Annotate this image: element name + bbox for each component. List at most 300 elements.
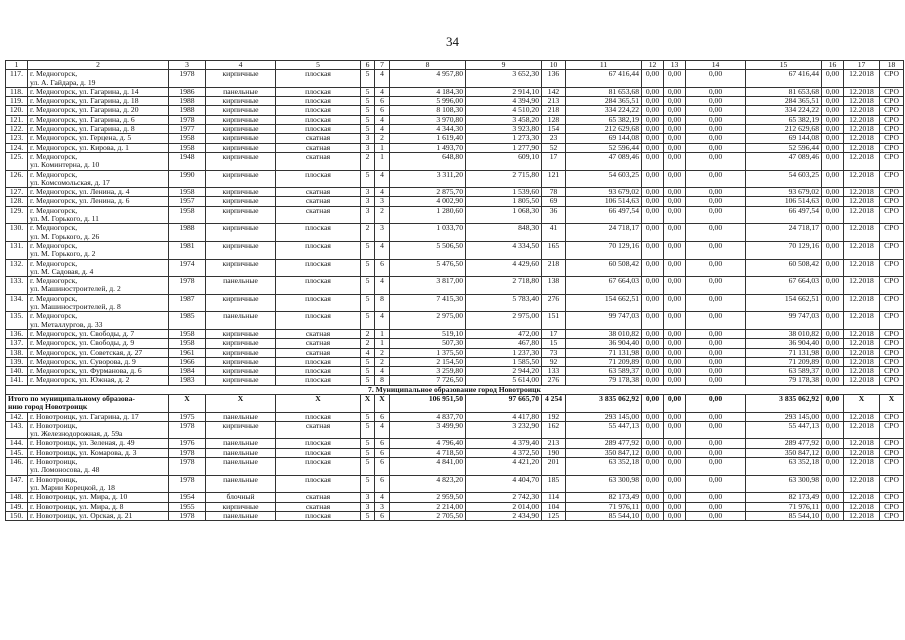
address-cell: г. Новотроицк, ул. Мира, д. 8 bbox=[28, 502, 169, 511]
table-row bbox=[6, 502, 904, 511]
table-cell: 0,00 bbox=[686, 277, 746, 295]
table-cell: 78 bbox=[542, 188, 566, 197]
table-cell: скатная bbox=[276, 502, 361, 511]
table-cell: 71 209,89 bbox=[566, 357, 642, 366]
table-cell: 55 447,13 bbox=[566, 421, 642, 439]
table-cell: 293 145,00 bbox=[566, 412, 642, 421]
table-cell: СРО bbox=[880, 87, 904, 96]
table-cell: 0,00 bbox=[664, 339, 686, 348]
table-cell: СРО bbox=[880, 357, 904, 366]
table-cell: 162 bbox=[542, 421, 566, 439]
table-cell: 136 bbox=[542, 70, 566, 88]
total-cell: X bbox=[880, 394, 904, 412]
table-cell: 5 bbox=[361, 125, 375, 134]
table-cell: 1 619,40 bbox=[390, 134, 466, 143]
table-cell: 138 bbox=[542, 277, 566, 295]
address-cell: г. Медногорск, ул. Ленина, д. 4 bbox=[28, 188, 169, 197]
table-cell: 0,00 bbox=[822, 224, 844, 242]
table-cell: 0,00 bbox=[664, 224, 686, 242]
table-cell: 0,00 bbox=[686, 421, 746, 439]
table-cell: 36 bbox=[542, 206, 566, 224]
table-cell: 0,00 bbox=[686, 458, 746, 476]
address-cell: г. Медногорск, ул. Суворова, д. 9 bbox=[28, 357, 169, 366]
table-cell: 1981 bbox=[169, 241, 206, 259]
table-cell: 23 bbox=[542, 134, 566, 143]
table-row bbox=[6, 511, 904, 520]
table-cell: 0,00 bbox=[822, 294, 844, 312]
table-cell: 6 bbox=[375, 106, 390, 115]
table-cell: кирпичные bbox=[206, 106, 276, 115]
table-cell: 0,00 bbox=[664, 493, 686, 502]
table-cell: 71 131,98 bbox=[566, 348, 642, 357]
table-cell: 67 416,44 bbox=[746, 70, 822, 88]
table-cell: 0,00 bbox=[642, 376, 664, 385]
row-number: 147. bbox=[6, 475, 28, 493]
row-number: 135. bbox=[6, 312, 28, 330]
table-cell: 81 653,68 bbox=[746, 87, 822, 96]
table-cell: 2 715,80 bbox=[466, 170, 542, 188]
table-cell: 0,00 bbox=[822, 241, 844, 259]
table-cell: 5 614,00 bbox=[466, 376, 542, 385]
table-cell: 1 805,50 bbox=[466, 197, 542, 206]
table-row bbox=[6, 339, 904, 348]
table-cell: 63 300,98 bbox=[566, 475, 642, 493]
table-cell: 52 596,44 bbox=[746, 143, 822, 152]
table-cell: 201 bbox=[542, 458, 566, 476]
table-cell: 0,00 bbox=[642, 125, 664, 134]
table-cell: 289 477,92 bbox=[746, 439, 822, 448]
table-cell: 67 664,03 bbox=[566, 277, 642, 295]
table-cell: панельные bbox=[206, 412, 276, 421]
table-cell: 38 010,82 bbox=[566, 329, 642, 338]
table-row bbox=[6, 421, 904, 439]
table-cell: 3 bbox=[375, 224, 390, 242]
table-cell: 4 bbox=[375, 115, 390, 124]
address-cell: г. Медногорск, ул. Кирова, д. 1 bbox=[28, 143, 169, 152]
table-cell: 0,00 bbox=[664, 106, 686, 115]
table-cell: 63 589,37 bbox=[746, 367, 822, 376]
table-cell: 3 bbox=[361, 197, 375, 206]
table-cell: 2 154,50 bbox=[390, 357, 466, 366]
table-cell: 6 bbox=[375, 475, 390, 493]
table-cell: 5 bbox=[361, 259, 375, 277]
table-cell: плоская bbox=[276, 277, 361, 295]
housing-table bbox=[5, 60, 904, 521]
row-number: 118. bbox=[6, 87, 28, 96]
table-cell: 4 bbox=[375, 188, 390, 197]
table-cell: 54 603,25 bbox=[746, 170, 822, 188]
table-cell: 0,00 bbox=[686, 448, 746, 457]
table-cell: 1958 bbox=[169, 188, 206, 197]
table-cell: 0,00 bbox=[664, 188, 686, 197]
table-cell: СРО bbox=[880, 143, 904, 152]
table-cell: 0,00 bbox=[664, 197, 686, 206]
table-cell: 71 976,11 bbox=[746, 502, 822, 511]
table-cell: 0,00 bbox=[822, 106, 844, 115]
table-cell: 0,00 bbox=[822, 448, 844, 457]
table-cell: кирпичные bbox=[206, 224, 276, 242]
table-cell: 0,00 bbox=[822, 197, 844, 206]
address-cell: г. Медногорск, ул. М. Горького, д. 2 bbox=[28, 241, 169, 259]
table-cell: 213 bbox=[542, 97, 566, 106]
table-cell: 66 497,54 bbox=[566, 206, 642, 224]
table-cell: СРО bbox=[880, 421, 904, 439]
table-cell: 0,00 bbox=[822, 312, 844, 330]
table-cell: 12.2018 bbox=[844, 348, 880, 357]
table-cell: 4 957,80 bbox=[390, 70, 466, 88]
row-number: 133. bbox=[6, 277, 28, 295]
table-cell: 4 334,50 bbox=[466, 241, 542, 259]
row-number: 131. bbox=[6, 241, 28, 259]
table-cell: плоская bbox=[276, 241, 361, 259]
table-cell: кирпичные bbox=[206, 294, 276, 312]
table-cell: 70 129,16 bbox=[566, 241, 642, 259]
table-cell: 7 726,50 bbox=[390, 376, 466, 385]
table-cell: 0,00 bbox=[664, 294, 686, 312]
table-cell: 185 bbox=[542, 475, 566, 493]
table-cell: 0,00 bbox=[686, 348, 746, 357]
table-cell: кирпичные bbox=[206, 197, 276, 206]
table-cell: 0,00 bbox=[686, 502, 746, 511]
row-number: 148. bbox=[6, 493, 28, 502]
table-cell: 0,00 bbox=[664, 125, 686, 134]
table-cell: 1 033,70 bbox=[390, 224, 466, 242]
table-cell: 334 224,22 bbox=[566, 106, 642, 115]
table-cell: 0,00 bbox=[664, 312, 686, 330]
table-cell: 3 232,90 bbox=[466, 421, 542, 439]
table-cell: кирпичные bbox=[206, 329, 276, 338]
table-cell: 1 585,50 bbox=[466, 357, 542, 366]
total-cell: X bbox=[276, 394, 361, 412]
address-cell: г. Медногорск, ул. Комсомольская, д. 17 bbox=[28, 170, 169, 188]
table-cell: 1 bbox=[375, 329, 390, 338]
table-cell: 0,00 bbox=[642, 206, 664, 224]
table-cell: 128 bbox=[542, 115, 566, 124]
table-cell: 1961 bbox=[169, 348, 206, 357]
table-row bbox=[6, 197, 904, 206]
table-row bbox=[6, 475, 904, 493]
table-cell: 0,00 bbox=[642, 115, 664, 124]
row-number: 141. bbox=[6, 376, 28, 385]
table-cell: 2 bbox=[361, 152, 375, 170]
table-row bbox=[6, 87, 904, 96]
table-cell: 0,00 bbox=[686, 70, 746, 88]
table-cell: кирпичные bbox=[206, 206, 276, 224]
table-cell: 0,00 bbox=[822, 458, 844, 476]
table-cell: 0,00 bbox=[686, 357, 746, 366]
table-cell: СРО bbox=[880, 70, 904, 88]
table-cell: 5 bbox=[361, 312, 375, 330]
table-cell: 5 bbox=[361, 294, 375, 312]
address-cell: г. Новотроицк, ул. Орская, д. 21 bbox=[28, 511, 169, 520]
table-cell: 12.2018 bbox=[844, 70, 880, 88]
column-number: 11 bbox=[566, 61, 642, 70]
table-cell: 8 108,30 bbox=[390, 106, 466, 115]
table-cell: 69 144,08 bbox=[566, 134, 642, 143]
table-cell: 1978 bbox=[169, 277, 206, 295]
table-cell: СРО bbox=[880, 339, 904, 348]
table-cell: скатная bbox=[276, 329, 361, 338]
table-cell: 5 476,50 bbox=[390, 259, 466, 277]
table-cell: кирпичные bbox=[206, 152, 276, 170]
table-cell: 0,00 bbox=[822, 475, 844, 493]
table-cell: 5 bbox=[361, 106, 375, 115]
table-cell: панельные bbox=[206, 475, 276, 493]
table-cell: 0,00 bbox=[822, 259, 844, 277]
row-number: 121. bbox=[6, 115, 28, 124]
table-cell: 12.2018 bbox=[844, 188, 880, 197]
table-cell: 1978 bbox=[169, 458, 206, 476]
table-cell: плоская bbox=[276, 97, 361, 106]
total-cell: 0,00 bbox=[642, 394, 664, 412]
table-cell: 2 434,90 bbox=[466, 511, 542, 520]
table-row bbox=[6, 329, 904, 338]
row-number: 132. bbox=[6, 259, 28, 277]
table-cell: плоская bbox=[276, 376, 361, 385]
table-cell: 12.2018 bbox=[844, 448, 880, 457]
table-cell: 2 718,80 bbox=[466, 277, 542, 295]
table-cell: 0,00 bbox=[686, 475, 746, 493]
table-cell: 5 bbox=[361, 97, 375, 106]
address-cell: г. Медногорск, ул. Советская, д. 27 bbox=[28, 348, 169, 357]
row-number: 145. bbox=[6, 448, 28, 457]
table-cell: скатная bbox=[276, 348, 361, 357]
table-cell: плоская bbox=[276, 475, 361, 493]
table-cell: 92 bbox=[542, 357, 566, 366]
table-cell: 1984 bbox=[169, 367, 206, 376]
table-cell: 0,00 bbox=[822, 206, 844, 224]
table-cell: СРО bbox=[880, 188, 904, 197]
table-cell: плоская bbox=[276, 448, 361, 457]
table-cell: 0,00 bbox=[686, 367, 746, 376]
address-cell: г. Новотроицк, ул. Комарова, д. 3 bbox=[28, 448, 169, 457]
table-cell: 3 970,80 bbox=[390, 115, 466, 124]
table-cell: 12.2018 bbox=[844, 339, 880, 348]
table-cell: 2 875,70 bbox=[390, 188, 466, 197]
table-cell: 0,00 bbox=[686, 493, 746, 502]
table-cell: 0,00 bbox=[664, 412, 686, 421]
table-row bbox=[6, 412, 904, 421]
table-cell: 1954 bbox=[169, 493, 206, 502]
table-cell: 0,00 bbox=[664, 115, 686, 124]
table-cell: 5 bbox=[361, 448, 375, 457]
table-cell: плоская bbox=[276, 106, 361, 115]
row-number: 119. bbox=[6, 97, 28, 106]
table-cell: 0,00 bbox=[642, 170, 664, 188]
table-row bbox=[6, 367, 904, 376]
table-cell: 0,00 bbox=[642, 312, 664, 330]
table-row bbox=[6, 277, 904, 295]
table-cell: 0,00 bbox=[664, 170, 686, 188]
table-cell: 2 742,30 bbox=[466, 493, 542, 502]
total-cell: 4 254 bbox=[542, 394, 566, 412]
table-cell: 1988 bbox=[169, 106, 206, 115]
table-cell: 0,00 bbox=[686, 511, 746, 520]
table-cell: 6 bbox=[375, 259, 390, 277]
table-cell: СРО bbox=[880, 367, 904, 376]
row-number: 128. bbox=[6, 197, 28, 206]
table-cell: СРО bbox=[880, 348, 904, 357]
table-cell: 12.2018 bbox=[844, 125, 880, 134]
table-cell: 0,00 bbox=[642, 106, 664, 115]
total-cell: 0,00 bbox=[686, 394, 746, 412]
table-cell: 4 bbox=[375, 421, 390, 439]
table-cell: 0,00 bbox=[664, 348, 686, 357]
table-cell: 0,00 bbox=[642, 87, 664, 96]
table-cell: 12.2018 bbox=[844, 241, 880, 259]
table-cell: 1977 bbox=[169, 125, 206, 134]
table-cell: 0,00 bbox=[642, 188, 664, 197]
table-cell: СРО bbox=[880, 241, 904, 259]
table-cell: плоская bbox=[276, 125, 361, 134]
table-cell: СРО bbox=[880, 448, 904, 457]
table-cell: 4 510,20 bbox=[466, 106, 542, 115]
table-cell: 276 bbox=[542, 376, 566, 385]
table-cell: 1986 bbox=[169, 87, 206, 96]
table-cell: 12.2018 bbox=[844, 367, 880, 376]
table-cell: 334 224,22 bbox=[746, 106, 822, 115]
table-cell: 154 bbox=[542, 125, 566, 134]
table-cell: 5 bbox=[361, 475, 375, 493]
address-cell: г. Медногорск, ул. Машиностроителей, д. 8 bbox=[28, 294, 169, 312]
table-cell: СРО bbox=[880, 259, 904, 277]
row-number: 144. bbox=[6, 439, 28, 448]
table-cell: плоская bbox=[276, 294, 361, 312]
table-cell: панельные bbox=[206, 458, 276, 476]
table-cell: СРО bbox=[880, 106, 904, 115]
table-cell: 12.2018 bbox=[844, 502, 880, 511]
table-cell: СРО bbox=[880, 197, 904, 206]
table-cell: 2 975,00 bbox=[390, 312, 466, 330]
table-cell: 0,00 bbox=[642, 97, 664, 106]
table-cell: 2 bbox=[375, 357, 390, 366]
table-row bbox=[6, 206, 904, 224]
address-cell: г. Медногорск, ул. Гагарина, д. 18 bbox=[28, 97, 169, 106]
table-cell: 0,00 bbox=[822, 502, 844, 511]
table-row bbox=[6, 152, 904, 170]
table-cell: 8 bbox=[375, 294, 390, 312]
total-cell: X bbox=[169, 394, 206, 412]
table-cell: 4 bbox=[375, 70, 390, 88]
table-cell: 65 382,19 bbox=[746, 115, 822, 124]
table-cell: 0,00 bbox=[664, 70, 686, 88]
table-cell: скатная bbox=[276, 143, 361, 152]
table-row bbox=[6, 458, 904, 476]
row-number: 146. bbox=[6, 458, 28, 476]
table-cell: 67 416,44 bbox=[566, 70, 642, 88]
table-cell: 1978 bbox=[169, 511, 206, 520]
table-cell: 3 bbox=[361, 502, 375, 511]
table-cell: 0,00 bbox=[686, 97, 746, 106]
table-cell: 3 652,30 bbox=[466, 70, 542, 88]
table-cell: 1957 bbox=[169, 197, 206, 206]
table-cell: 12.2018 bbox=[844, 152, 880, 170]
table-cell: 0,00 bbox=[822, 115, 844, 124]
table-cell: 12.2018 bbox=[844, 329, 880, 338]
table-cell: СРО bbox=[880, 493, 904, 502]
table-cell: 0,00 bbox=[686, 376, 746, 385]
table-cell: 0,00 bbox=[642, 412, 664, 421]
address-cell: г. Медногорск, ул. Гагарина, д. 8 bbox=[28, 125, 169, 134]
table-cell: 0,00 bbox=[642, 134, 664, 143]
table-cell: 0,00 bbox=[822, 339, 844, 348]
table-cell: 3 bbox=[361, 134, 375, 143]
table-cell: 0,00 bbox=[686, 188, 746, 197]
table-cell: 4 841,00 bbox=[390, 458, 466, 476]
table-cell: 54 603,25 bbox=[566, 170, 642, 188]
column-number: 17 bbox=[844, 61, 880, 70]
total-cell: X bbox=[361, 394, 375, 412]
table-cell: 1 237,30 bbox=[466, 348, 542, 357]
table-cell: 1978 bbox=[169, 115, 206, 124]
row-number: 136. bbox=[6, 329, 28, 338]
address-cell: г. Медногорск, ул. Свободы, д. 9 bbox=[28, 339, 169, 348]
table-cell: 3 259,80 bbox=[390, 367, 466, 376]
table-cell: 69 144,08 bbox=[746, 134, 822, 143]
address-cell: г. Медногорск, ул. М. Горького, д. 11 bbox=[28, 206, 169, 224]
table-cell: 0,00 bbox=[664, 502, 686, 511]
total-row bbox=[6, 394, 904, 412]
table-cell: 1958 bbox=[169, 134, 206, 143]
table-row bbox=[6, 170, 904, 188]
table-cell: плоская bbox=[276, 87, 361, 96]
column-number: 7 bbox=[375, 61, 390, 70]
total-cell: 97 665,70 bbox=[466, 394, 542, 412]
address-cell: г. Новотроицк, ул. Ломоносова, д. 48 bbox=[28, 458, 169, 476]
table-cell: 0,00 bbox=[822, 87, 844, 96]
table-cell: 12.2018 bbox=[844, 412, 880, 421]
table-cell: 0,00 bbox=[642, 421, 664, 439]
table-cell: 4 421,20 bbox=[466, 458, 542, 476]
table-cell: 4 344,30 bbox=[390, 125, 466, 134]
table-cell: СРО bbox=[880, 277, 904, 295]
table-cell: 1988 bbox=[169, 224, 206, 242]
table-cell: 1958 bbox=[169, 206, 206, 224]
table-cell: 93 679,02 bbox=[746, 188, 822, 197]
table-cell: 1955 bbox=[169, 502, 206, 511]
table-cell: 0,00 bbox=[664, 277, 686, 295]
row-number: 126. bbox=[6, 170, 28, 188]
table-cell: 1 375,50 bbox=[390, 348, 466, 357]
table-cell: 6 bbox=[375, 511, 390, 520]
table-cell: 4 002,90 bbox=[390, 197, 466, 206]
table-cell: СРО bbox=[880, 224, 904, 242]
table-row bbox=[6, 348, 904, 357]
table-row bbox=[6, 493, 904, 502]
table-cell: 4 bbox=[361, 348, 375, 357]
table-cell: 4 796,40 bbox=[390, 439, 466, 448]
table-cell: 0,00 bbox=[822, 329, 844, 338]
table-cell: 151 bbox=[542, 312, 566, 330]
table-cell: 0,00 bbox=[642, 70, 664, 88]
table-cell: 0,00 bbox=[664, 376, 686, 385]
column-number: 5 bbox=[276, 61, 361, 70]
table-cell: кирпичные bbox=[206, 367, 276, 376]
table-body bbox=[6, 61, 904, 521]
table-cell: 0,00 bbox=[642, 259, 664, 277]
address-cell: г. Медногорск, ул. Ленина, д. 6 bbox=[28, 197, 169, 206]
table-row bbox=[6, 134, 904, 143]
table-cell: 0,00 bbox=[822, 70, 844, 88]
table-cell: 1974 bbox=[169, 259, 206, 277]
table-cell: 55 447,13 bbox=[746, 421, 822, 439]
table-cell: 848,30 bbox=[466, 224, 542, 242]
address-cell: г. Медногорск, ул. Гагарина, д. 14 bbox=[28, 87, 169, 96]
column-number: 12 bbox=[642, 61, 664, 70]
table-cell: скатная bbox=[276, 188, 361, 197]
table-cell: СРО bbox=[880, 115, 904, 124]
table-cell: 12.2018 bbox=[844, 357, 880, 366]
